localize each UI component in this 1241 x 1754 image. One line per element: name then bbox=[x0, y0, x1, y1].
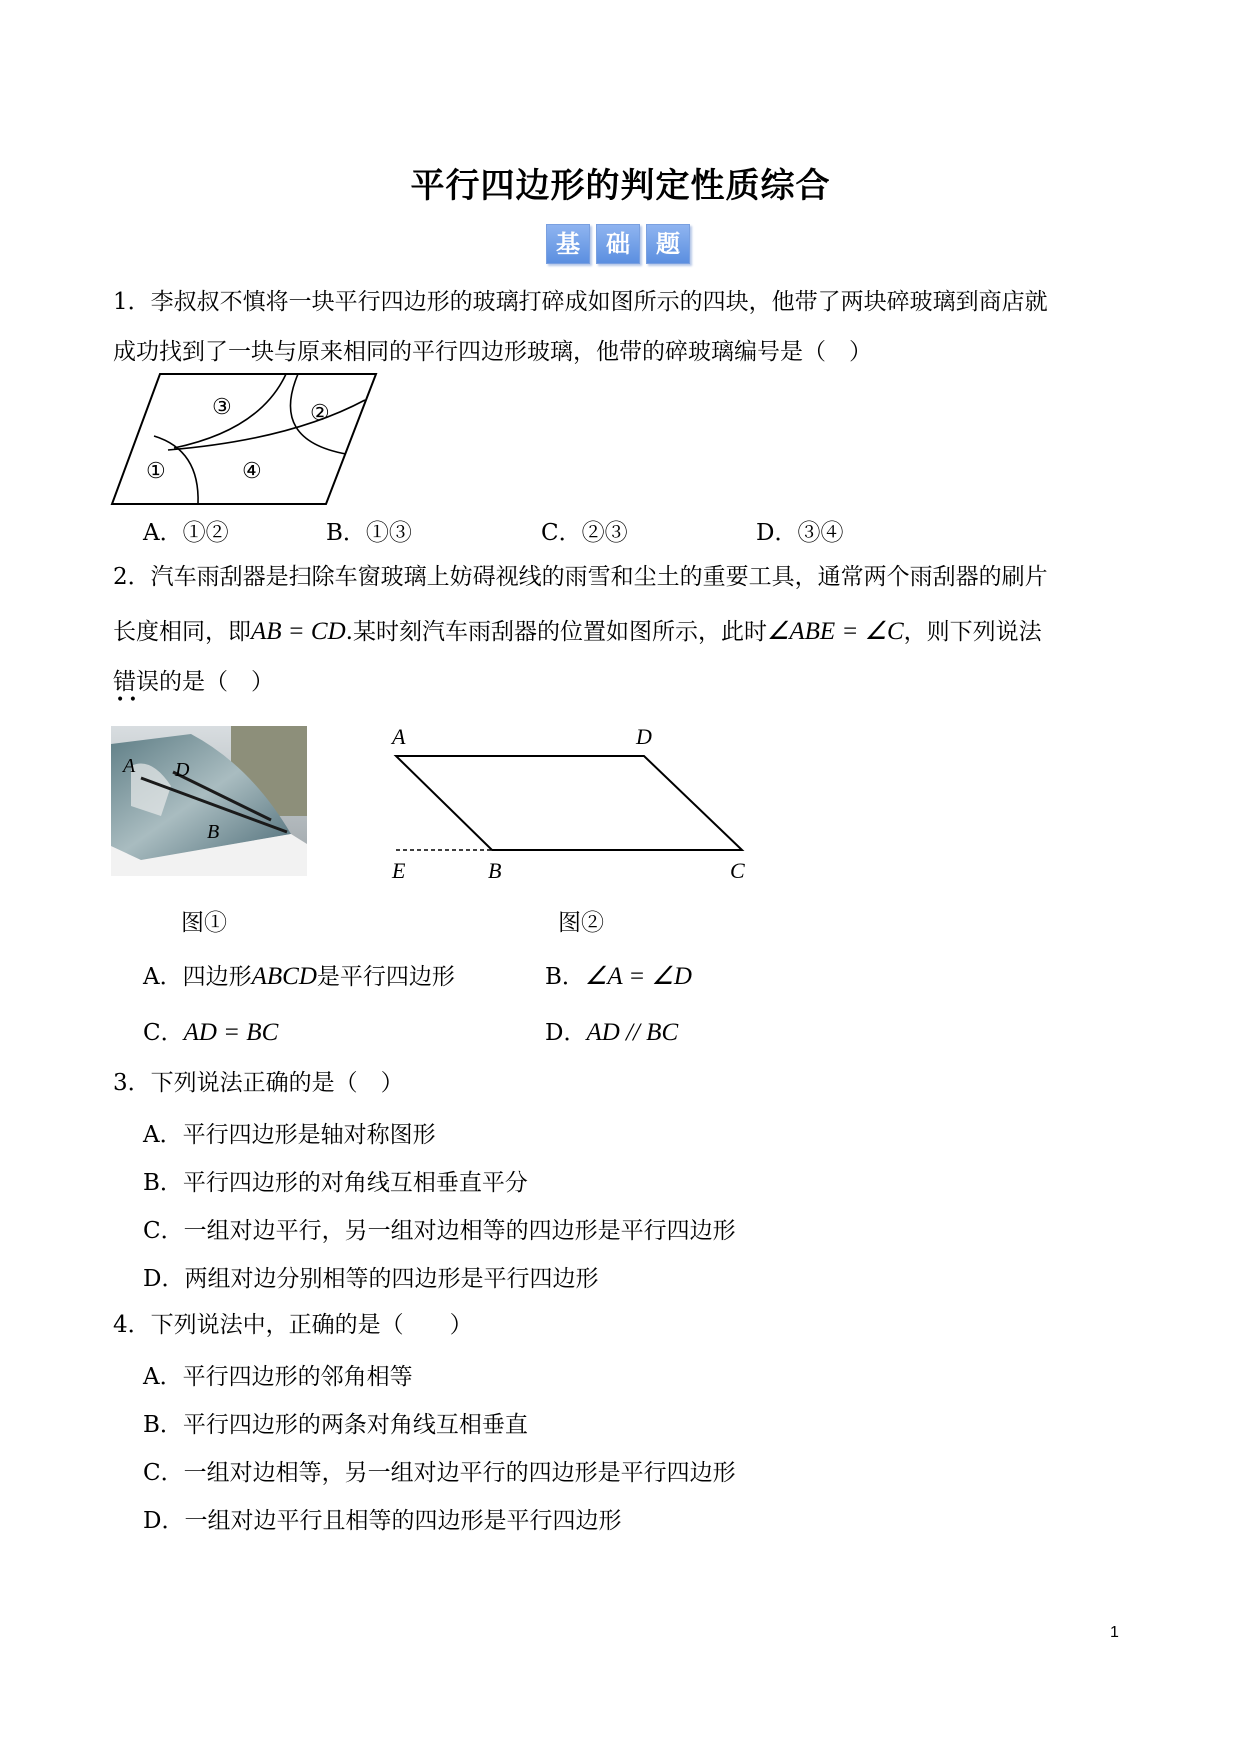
q2-option-a-prefix: A．四边形 bbox=[143, 964, 252, 990]
q4-option-b: B．平行四边形的两条对角线互相垂直 bbox=[143, 1412, 528, 1438]
q2-option-d-prefix: D． bbox=[545, 1020, 587, 1046]
fig1-label-d: D bbox=[175, 759, 190, 781]
q2-option-c bbox=[143, 1014, 278, 1047]
section-badge bbox=[546, 224, 690, 264]
q4-option-a: A．平行四边形的邻角相等 bbox=[143, 1364, 413, 1390]
q2-option-c-prefix: C． bbox=[143, 1020, 184, 1046]
q2-option-b bbox=[545, 958, 692, 991]
q2-option-a-suffix: 是平行四边形 bbox=[316, 964, 455, 990]
emphasis-dots: • • bbox=[116, 692, 137, 708]
q2-option-a bbox=[143, 958, 455, 991]
q3-option-a: A．平行四边形是轴对称图形 bbox=[143, 1122, 436, 1148]
q2-fig1-caption: 图① bbox=[181, 910, 227, 936]
fig2-label-d: D bbox=[636, 724, 652, 749]
q1-stem-line2: 成功找到了一块与原来相同的平行四边形玻璃，他带的碎玻璃编号是（ ） bbox=[113, 339, 872, 365]
q1-option-a: A．①② bbox=[143, 520, 229, 546]
q3-option-d: D．两组对边分别相等的四边形是平行四边形 bbox=[143, 1266, 599, 1292]
q2-option-c-math: AD = BC bbox=[183, 1019, 279, 1046]
q1-piece-label: ③ bbox=[212, 395, 232, 420]
badge-char: 题 bbox=[646, 224, 690, 264]
q1-stem-line1: 1．李叔叔不慎将一块平行四边形的玻璃打碎成如图所示的四块，他带了两块碎玻璃到商店就 bbox=[113, 289, 1048, 315]
fig2-label-e: E bbox=[392, 858, 406, 880]
q1-piece-label: ④ bbox=[242, 459, 262, 484]
q3-stem: 3．下列说法正确的是（ ） bbox=[113, 1070, 404, 1096]
q1-piece-label: ② bbox=[310, 401, 330, 426]
fig2-label-a: A bbox=[392, 724, 406, 749]
q2-fig1-photo bbox=[111, 726, 307, 876]
q2-text: 长度相同，即 bbox=[113, 619, 251, 645]
badge-char: 础 bbox=[596, 224, 640, 264]
q2-option-d-math: AD // BC bbox=[586, 1019, 679, 1046]
q2-math-ab-cd: AB = CD bbox=[251, 618, 346, 645]
page-number: 1 bbox=[1110, 1624, 1119, 1641]
fig2-label-c: C bbox=[730, 858, 745, 880]
q2-option-b-prefix: B． bbox=[545, 964, 585, 990]
badge-char: 基 bbox=[546, 224, 590, 264]
fig2-parallelogram bbox=[396, 756, 742, 850]
q2-stem-line1: 2．汽车雨刮器是扫除车窗玻璃上妨碍视线的雨雪和尘土的重要工具，通常两个雨刮器的刷片 bbox=[113, 564, 1048, 590]
page-title: 平行四边形的判定性质综合 bbox=[410, 166, 831, 206]
q2-stem-line3: 错误的是（ ） bbox=[113, 669, 274, 695]
q1-figure bbox=[110, 370, 380, 510]
fig2-label-b: B bbox=[488, 858, 502, 880]
q1-piece-label: ① bbox=[146, 459, 166, 484]
q1-parallelogram bbox=[112, 374, 376, 504]
q2-option-a-math: ABCD bbox=[251, 963, 317, 990]
q1-option-c: C．②③ bbox=[541, 520, 628, 546]
q2-text: ，则下列说法 bbox=[903, 619, 1042, 645]
fig1-label-b: B bbox=[207, 821, 220, 843]
fig1-label-a: A bbox=[123, 755, 136, 777]
q1-option-d: D．③④ bbox=[756, 520, 844, 546]
q4-option-c: C．一组对边相等，另一组对边平行的四边形是平行四边形 bbox=[143, 1460, 736, 1486]
q3-option-c: C．一组对边平行，另一组对边相等的四边形是平行四边形 bbox=[143, 1218, 736, 1244]
q2-stem-line2 bbox=[113, 616, 1042, 648]
q2-option-b-math: ∠A = ∠D bbox=[584, 963, 692, 990]
q2-fig2-caption: 图② bbox=[558, 910, 604, 936]
q2-math-angle: ∠ABE = ∠C bbox=[766, 618, 904, 645]
q2-text: .某时刻汽车雨刮器的位置如图所示，此时 bbox=[345, 619, 767, 645]
q2-option-d bbox=[545, 1014, 678, 1047]
q3-option-b: B．平行四边形的对角线互相垂直平分 bbox=[143, 1170, 528, 1196]
q4-option-d: D．一组对边平行且相等的四边形是平行四边形 bbox=[143, 1508, 622, 1534]
q4-stem: 4．下列说法中，正确的是（ ） bbox=[113, 1312, 473, 1338]
q1-option-b: B．①③ bbox=[326, 520, 412, 546]
q2-fig2-diagram bbox=[380, 720, 760, 880]
